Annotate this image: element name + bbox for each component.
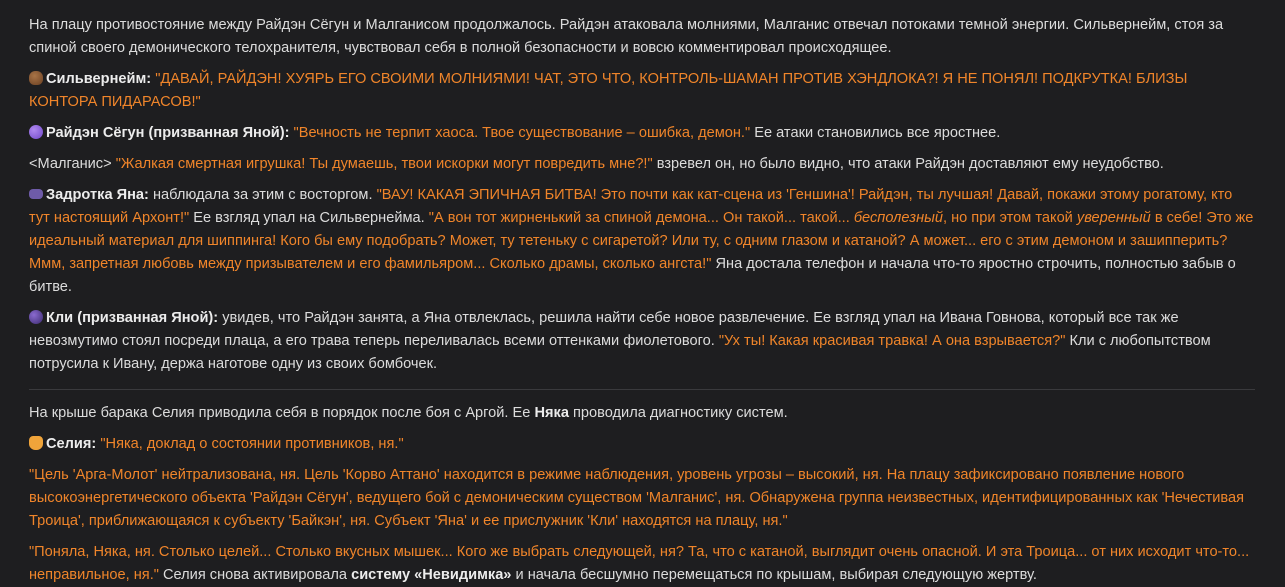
speaker-name: <Малганис> (29, 156, 112, 172)
narration-text: наблюдала за этим с восторгом. (152, 187, 373, 203)
speaker-name: Селия: (46, 436, 97, 452)
narration-paragraph (29, 14, 1255, 60)
cat-icon (29, 436, 43, 450)
speaker-name: Райдэн Сёгун (призванная Яной): (46, 125, 290, 141)
poop-icon (29, 71, 43, 85)
narration-text: Ее взгляд упал на Сильвернейма. (193, 210, 425, 226)
section-divider (29, 389, 1255, 390)
purple-circle-icon (29, 125, 43, 139)
quote-text: "ДАВАЙ, РАЙДЭН! ХУЯРЬ ЕГО СВОИМИ МОЛНИЯМИ! ЧАТ, ЭТО ЧТО, КОНТРОЛЬ-ШАМАН ПРОТИВ ХЭНДЛОКА?! Я НЕ ПОНЯЛ! ПОДКРУТКА! БЛИЗЫ КОНТОРА ПИДАРАСОВ!" (29, 71, 1188, 110)
narration-text: Кли с любопытством потрусила к Ивану, держа наготове одну из своих бомбочек. (29, 333, 1211, 372)
narration-text: увидев, что Райдэн занята, а Яна отвлеклась, решила найти себе новое развлечение. Ее взгляд упал на Ивана Говнова, который все так же невозмутимо стоял посреди плаца, а его трава теперь переливалась всеми оттенками фиолетового. (29, 310, 1179, 349)
narration-text: взревел он, но было видно, что атаки Райдэн доставляют ему неудобство. (656, 156, 1164, 172)
dialogue-celia-reply (29, 541, 1255, 587)
quote-text: "Няка, доклад о состоянии противников, ня." (100, 436, 404, 452)
narration-text: Яна достала телефон и начала что-то яростно строчить, полностью забыв о битве. (29, 256, 1236, 295)
narration-text: проводила диагностику систем. (573, 405, 788, 421)
quote-emphasis: уверенный (1076, 210, 1151, 226)
narration-text: Ее атаки становились все яростнее. (754, 125, 1001, 141)
dialogue-celia (29, 433, 1255, 456)
narration-text: и начала бесшумно перемещаться по крышам, выбирая следующую жертву. (515, 567, 1037, 583)
quote-part: "А вон тот жирненький за спиной демона... Он такой... такой... (428, 210, 850, 226)
speaker-name: Сильвернейм: (46, 71, 152, 87)
dialogue-malganis (29, 153, 1255, 176)
dialogue-yana (29, 184, 1255, 299)
bold-text: систему (351, 567, 411, 583)
quote-emphasis: бесполезный (853, 210, 943, 226)
dialogue-nyaka (29, 464, 1255, 533)
dialogue-klee (29, 307, 1255, 376)
narration-text: На плацу противостояние между Райдэн Сёгун и Малганисом продолжалось. Райдэн атаковала молниями, Малганис отвечал потоками темной энергии. Сильвернейм, стоя за спиной своего демонического телохранителя, чувствовал себя в полной безопасности и вовсю комментировал происходящее. (29, 17, 1224, 56)
quote-text: "Цель 'Арга-Молот' нейтрализована, ня. Цель 'Корво Аттано' находится в режиме наблюдения, уровень угрозы – высокий, ня. На плацу зафиксировано появление нового высокоэнергетического объекта 'Райдэн Сёгун', ведущего бой с демоническим существом 'Малганис', ня. Обнаружена группа неизвестных, идентифицированных как 'Нечестивая Троица', приближающаяся к субъекту 'Байкэн', ня. Субъект 'Яна' и ее прислужник 'Кли' находятся на плацу, ня." (29, 467, 1244, 529)
narration-text: Селия снова активировала (163, 567, 348, 583)
quote-text: "Вечность не терпит хаоса. Твое существование – ошибка, демон." (293, 125, 751, 141)
narration-paragraph (29, 402, 1255, 425)
gamepad-icon (29, 189, 43, 199)
speaker-name: Кли (призванная Яной): (46, 310, 219, 326)
quote-part: в себе! Это же идеальный материал для шиппинга! Кого бы ему подобрать? Может, ту тетеньку с сигаретой? Или ту, с одним глазом и катаной? А может... его с этим демоном и зашипперить? Ммм, запретная любовь между призывателем и его фамильяром... Сколько драмы, сколько ангста!" (29, 210, 1254, 272)
quote-text: "Ух ты! Какая красивая травка! А она взрывается?" (718, 333, 1066, 349)
dialogue-raiden (29, 122, 1255, 145)
bomb-icon (29, 310, 43, 324)
speaker-name: Задротка Яна: (46, 187, 149, 203)
dialogue-silvername (29, 68, 1255, 114)
system-name: «Невидимка» (414, 567, 512, 583)
quote-part: , но при этом такой (942, 210, 1073, 226)
quote-text: "ВАУ! КАКАЯ ЭПИЧНАЯ БИТВА! Это почти как кат-сцена из 'Геншина'! Райдэн, ты лучшая! Давай, покажи этому рогатому, кто тут настоящий Архонт!" (29, 187, 1233, 226)
narration-text: На крыше барака Селия приводила себя в порядок после боя с Аргой. Ее (29, 405, 531, 421)
bold-text: Няка (534, 405, 569, 421)
quote-text: "Жалкая смертная игрушка! Ты думаешь, твои искорки могут повредить мне?!" (115, 156, 653, 172)
quote-text: "Поняла, Няка, ня. Столько целей... Столько вкусных мышек... Кого же выбрать следующей, ня? Та, что с катаной, выглядит очень опасной. И эта Троица... от них исходит что-то... неправильное, ня." (29, 544, 1250, 583)
